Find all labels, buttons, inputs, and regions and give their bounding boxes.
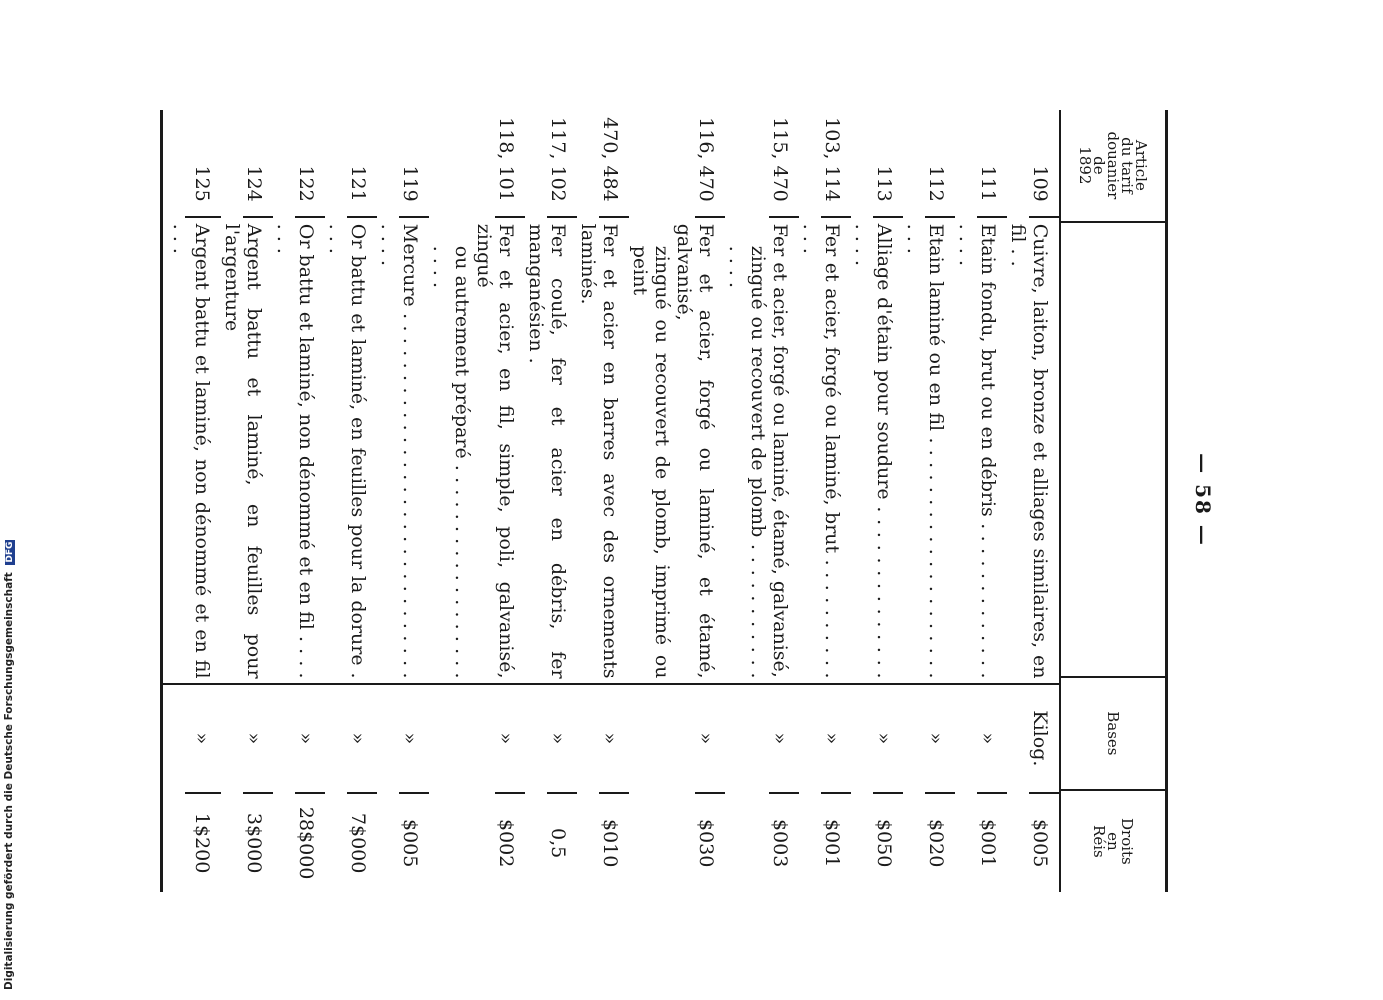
cell-description bbox=[377, 218, 429, 685]
sidebar-credit-text: Digitalisierung gefördert durch die Deutsche Forschungsgemeinschaft bbox=[3, 572, 15, 990]
cell-article: 119 bbox=[399, 110, 429, 218]
cell-description bbox=[799, 218, 851, 685]
table-row bbox=[325, 110, 377, 892]
cell-article: 470, 484 bbox=[599, 110, 629, 218]
cell-duty: $001 bbox=[977, 818, 999, 868]
description-line: Etain laminé ou en fil . . . . . . . . . . . . . . . . . . . . . . . bbox=[903, 223, 947, 679]
cell-duty: $003 bbox=[769, 818, 791, 868]
description-line: Fer et acier, forgé ou laminé, brut . . . . . . . . . . . . . bbox=[799, 223, 843, 679]
cell-duty: 28$000 bbox=[295, 806, 317, 880]
cell-base: » bbox=[295, 685, 325, 795]
description-line: Mercure . . . . . . . . . . . . . . . . . . . . . . . . . . . . . . . . . . bbox=[377, 223, 421, 679]
dfg-logo: DFG bbox=[5, 541, 15, 563]
cell-base: » bbox=[495, 685, 525, 795]
description-line: Cuivre, laiton, bronze et alliages similaires, en fil . . bbox=[1007, 223, 1051, 679]
table-row bbox=[851, 110, 903, 892]
cell-article: 115, 470 bbox=[769, 110, 799, 218]
cell-base: » bbox=[873, 685, 903, 795]
cell-article: 103, 114 bbox=[821, 110, 851, 218]
cell-article: 109 bbox=[1029, 110, 1059, 218]
description-line: zingué ou recouvert de plomb, imprimé ou peint bbox=[629, 245, 673, 679]
description-line: zingué ou recouvert de plomb . . . . . . . . . . . . . . . bbox=[725, 245, 769, 679]
cell-article: 112 bbox=[925, 110, 955, 218]
cell-article: 111 bbox=[977, 110, 1007, 218]
page-number: — 58 — bbox=[1191, 453, 1215, 547]
cell-description bbox=[221, 218, 273, 685]
description-line: Fer coulé, fer et acier en débris, fer manganésien . bbox=[525, 223, 569, 679]
cell-description bbox=[903, 218, 955, 685]
cell-base: » bbox=[695, 685, 725, 795]
description-line: Or battu et laminé, en feuilles pour la dorure . . . . bbox=[325, 223, 369, 679]
cell-base: » bbox=[769, 685, 799, 795]
cell-duty: 3$000 bbox=[243, 812, 265, 874]
cell-base: » bbox=[399, 685, 429, 795]
cell-description bbox=[725, 218, 799, 685]
description-line: Fer et acier, forgé ou laminé, étamé, galvanisé, bbox=[769, 223, 791, 678]
description-line: Or battu et laminé, non dénommé et en fil . . . . . . . bbox=[273, 223, 317, 679]
cell-article: 125 bbox=[185, 110, 221, 218]
table-row bbox=[221, 110, 273, 892]
cell-description bbox=[325, 218, 377, 685]
cell-duty: $020 bbox=[925, 818, 947, 868]
cell-article: 122 bbox=[295, 110, 325, 218]
cell-duty: $050 bbox=[873, 818, 895, 868]
description-line: Fer et acier, en fil, simple, poli, galvanisé, zingué bbox=[473, 223, 517, 679]
table-row bbox=[903, 110, 955, 892]
cell-base: » bbox=[599, 685, 629, 795]
cell-description bbox=[577, 218, 629, 685]
cell-base: » bbox=[185, 685, 221, 795]
description-line: Argent battu et laminé, non dénommé et en fil . . . bbox=[169, 223, 213, 679]
cell-article: 118, 101 bbox=[495, 110, 525, 218]
cell-base: » bbox=[547, 685, 577, 795]
cell-duty: $010 bbox=[599, 818, 621, 868]
cell-article: 117, 102 bbox=[547, 110, 577, 218]
table-body bbox=[163, 110, 1059, 892]
description-line: Alliage d'étain pour soudure . . . . . . . . . . . . . . . . . . bbox=[851, 223, 895, 679]
cell-base: Kilog. bbox=[1029, 685, 1059, 795]
description-line: Etain fondu, brut ou en débris . . . . . . . . . . . . . . . . . bbox=[955, 223, 999, 679]
cell-duty: 0,5 bbox=[547, 828, 569, 859]
cell-article: 116, 470 bbox=[695, 110, 725, 218]
table-row bbox=[377, 110, 429, 892]
description-line: Fer et acier en barres avec des ornements laminés. bbox=[577, 223, 621, 679]
sidebar-credit bbox=[0, 0, 20, 1000]
cell-base: » bbox=[977, 685, 1007, 795]
table-row bbox=[429, 110, 525, 892]
cell-description bbox=[429, 218, 525, 685]
description-line: Fer et acier, forgé ou laminé, et étamé, galvanisé, bbox=[673, 223, 717, 679]
cell-description bbox=[851, 218, 903, 685]
table-row bbox=[725, 110, 799, 892]
table-row bbox=[1007, 110, 1059, 892]
cell-description bbox=[273, 218, 325, 685]
header-description bbox=[1061, 223, 1165, 678]
cell-article: 121 bbox=[347, 110, 377, 218]
table-row bbox=[273, 110, 325, 892]
table-row bbox=[163, 110, 221, 892]
cell-duty: $005 bbox=[399, 818, 421, 868]
header-bases: Bases bbox=[1061, 678, 1165, 791]
table-row bbox=[799, 110, 851, 892]
cell-base: » bbox=[347, 685, 377, 795]
cell-base: » bbox=[821, 685, 851, 795]
cell-duty: $001 bbox=[821, 818, 843, 868]
cell-duty: $002 bbox=[495, 818, 517, 868]
cell-duty: 7$000 bbox=[347, 812, 369, 874]
description-line: Argent battu et laminé, en feuilles pour l'argenture bbox=[221, 223, 265, 679]
table-row bbox=[577, 110, 629, 892]
cell-base: » bbox=[925, 685, 955, 795]
cell-description bbox=[955, 218, 1007, 685]
header-article: Article du tarif douanier de 1892 bbox=[1061, 110, 1165, 223]
cell-duty: $030 bbox=[695, 818, 717, 868]
description-line: ou autrement préparé . . . . . . . . . . . . . . . . . . . . . . bbox=[429, 245, 473, 679]
header-duties: Droits en Réis bbox=[1090, 818, 1136, 865]
cell-description bbox=[525, 218, 577, 685]
cell-description bbox=[163, 218, 221, 685]
cell-article: 124 bbox=[243, 110, 273, 218]
table-row bbox=[525, 110, 577, 892]
table-row bbox=[955, 110, 1007, 892]
cell-description bbox=[629, 218, 725, 685]
cell-duty: 1$200 bbox=[191, 812, 213, 874]
cell-description bbox=[1007, 218, 1059, 685]
table-row bbox=[629, 110, 725, 892]
tariff-table bbox=[160, 110, 1168, 892]
cell-base: » bbox=[243, 685, 273, 795]
cell-duty: $005 bbox=[1029, 818, 1051, 868]
cell-article: 113 bbox=[873, 110, 903, 218]
table-header bbox=[1059, 110, 1165, 892]
